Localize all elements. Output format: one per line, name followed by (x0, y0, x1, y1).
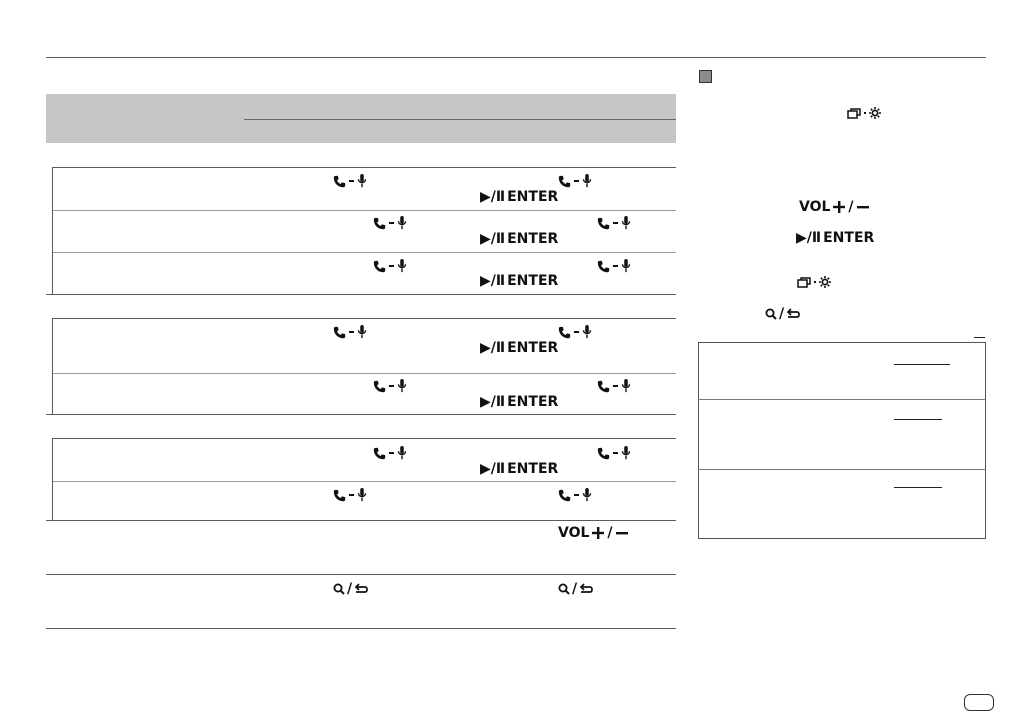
phone-icon (373, 260, 386, 273)
gear-icon (869, 107, 881, 119)
play-pause-enter-button-r3 (480, 274, 558, 288)
phone-icon (373, 217, 386, 230)
plus-icon (592, 527, 604, 539)
search-icon (333, 583, 345, 595)
right-table-box (698, 342, 986, 539)
group2-bottom-rule (46, 414, 676, 415)
mic-icon (397, 259, 407, 273)
group2-top-rule (52, 318, 676, 319)
enter-label: ENTER (823, 230, 875, 246)
separator-dash (389, 222, 394, 224)
separator-dash (613, 385, 618, 387)
separator-dash (389, 452, 394, 454)
mic-icon (621, 446, 631, 460)
mic-icon (621, 216, 631, 230)
separator-dash (613, 265, 618, 267)
phone-icon (558, 489, 571, 502)
group3-bottom-rule (46, 520, 676, 521)
underline-1 (894, 364, 950, 365)
separator-dash (574, 331, 579, 333)
mic-icon (582, 488, 592, 502)
phone-icon (597, 380, 610, 393)
phone-mic-button-r2a (373, 216, 407, 230)
play-pause-enter-button-r4 (480, 341, 558, 355)
group1-row-rule-1 (52, 210, 676, 211)
group3-top-rule (52, 438, 676, 439)
phone-mic-button-r5a (373, 379, 407, 393)
gear-icon (819, 276, 831, 288)
mic-icon (397, 379, 407, 393)
group1-left-rule (52, 167, 53, 294)
display-settings-button-1 (847, 107, 881, 119)
enter-label: ENTER (507, 189, 559, 205)
mic-icon (357, 325, 367, 339)
play-pause-icon: ▶/Ⅱ (480, 394, 506, 410)
plus-icon (833, 201, 845, 213)
phone-icon (558, 175, 571, 188)
separator-dash (574, 494, 579, 496)
minus-icon (857, 205, 869, 209)
phone-mic-button-r2b (597, 216, 631, 230)
play-pause-icon: ▶/Ⅱ (480, 273, 506, 289)
play-pause-enter-button-r2 (480, 232, 558, 246)
phone-icon (597, 260, 610, 273)
play-pause-icon: ▶/Ⅱ (480, 231, 506, 247)
phone-mic-button-r1a (333, 174, 367, 188)
back-icon (786, 308, 800, 320)
separator-dash (349, 180, 354, 182)
phone-mic-button-r4a (333, 325, 367, 339)
phone-mic-button-r6b (597, 446, 631, 460)
underline-2 (894, 419, 942, 420)
phone-icon (597, 217, 610, 230)
phone-icon (333, 326, 346, 339)
mic-icon (397, 446, 407, 460)
right-table-row-rule-2 (698, 469, 986, 470)
phone-icon (597, 447, 610, 460)
separator-dash (574, 180, 579, 182)
play-pause-enter-button-right (796, 231, 874, 245)
separator-dot (814, 281, 816, 283)
separator-dash (349, 494, 354, 496)
right-table-row-rule-1 (698, 399, 986, 400)
slash: / (848, 199, 854, 215)
separator-dash (349, 331, 354, 333)
search-back-button-a (333, 582, 368, 596)
phone-mic-button-r6a (373, 446, 407, 460)
search-icon (558, 583, 570, 595)
search-icon (765, 308, 777, 320)
slash: / (607, 525, 613, 541)
vol-button-left (558, 526, 628, 540)
enter-label: ENTER (507, 231, 559, 247)
group1-row-rule-2 (52, 252, 676, 253)
slash: / (347, 581, 353, 597)
display-settings-button-2 (797, 276, 831, 288)
enter-label: ENTER (507, 461, 559, 477)
back-icon (579, 583, 593, 595)
phone-mic-button-r3a (373, 259, 407, 273)
group1-top-rule (52, 167, 676, 168)
play-pause-enter-button-r1 (480, 190, 558, 204)
back-icon (354, 583, 368, 595)
play-pause-icon: ▶/Ⅱ (480, 461, 506, 477)
group3-row-rule-1 (52, 481, 676, 482)
mic-icon (397, 216, 407, 230)
square-bullet-icon (699, 70, 712, 83)
phone-icon (373, 380, 386, 393)
play-pause-icon: ▶/Ⅱ (480, 340, 506, 356)
phone-mic-button-r4b (558, 325, 592, 339)
search-back-button-right (765, 307, 800, 321)
enter-label: ENTER (507, 394, 559, 410)
mic-icon (621, 379, 631, 393)
separator-dash (613, 452, 618, 454)
phone-mic-button-r7a (333, 488, 367, 502)
phone-icon (333, 175, 346, 188)
phone-icon (333, 489, 346, 502)
mic-icon (582, 174, 592, 188)
group1-bottom-rule (46, 294, 676, 295)
mic-icon (582, 325, 592, 339)
separator-dash (613, 222, 618, 224)
row-search-bottom-rule (46, 628, 676, 629)
phone-mic-button-r5b (597, 379, 631, 393)
vol-label: VOL (558, 525, 590, 541)
display-icon (847, 108, 861, 119)
phone-mic-button-r3b (597, 259, 631, 273)
phone-mic-button-r7b (558, 488, 592, 502)
play-pause-enter-button-r6 (480, 462, 558, 476)
separator-dash (389, 385, 394, 387)
slash: / (779, 306, 785, 322)
mic-icon (357, 488, 367, 502)
group2-left-rule (52, 318, 53, 414)
vol-label: VOL (799, 199, 831, 215)
display-icon (797, 277, 811, 288)
underline-3 (894, 487, 942, 488)
mic-icon (621, 259, 631, 273)
search-back-button-b (558, 582, 593, 596)
phone-icon (373, 447, 386, 460)
enter-label: ENTER (507, 340, 559, 356)
separator-dash (389, 265, 394, 267)
mic-icon (357, 174, 367, 188)
minus-icon (616, 531, 628, 535)
dash-mark (974, 337, 985, 338)
play-pause-icon: ▶/Ⅱ (796, 230, 822, 246)
language-badge-icon (964, 694, 994, 711)
group3-left-rule (52, 438, 53, 520)
separator-dot (864, 112, 866, 114)
phone-icon (558, 326, 571, 339)
top-rule (46, 57, 986, 58)
vol-button-right (799, 200, 869, 214)
play-pause-icon: ▶/Ⅱ (480, 189, 506, 205)
phone-mic-button-r1b (558, 174, 592, 188)
slash: / (572, 581, 578, 597)
group2-row-rule-1 (52, 373, 676, 374)
enter-label: ENTER (507, 273, 559, 289)
row-vol-bottom-rule (46, 574, 676, 575)
play-pause-enter-button-r5 (480, 395, 558, 409)
header-divider (244, 119, 676, 120)
